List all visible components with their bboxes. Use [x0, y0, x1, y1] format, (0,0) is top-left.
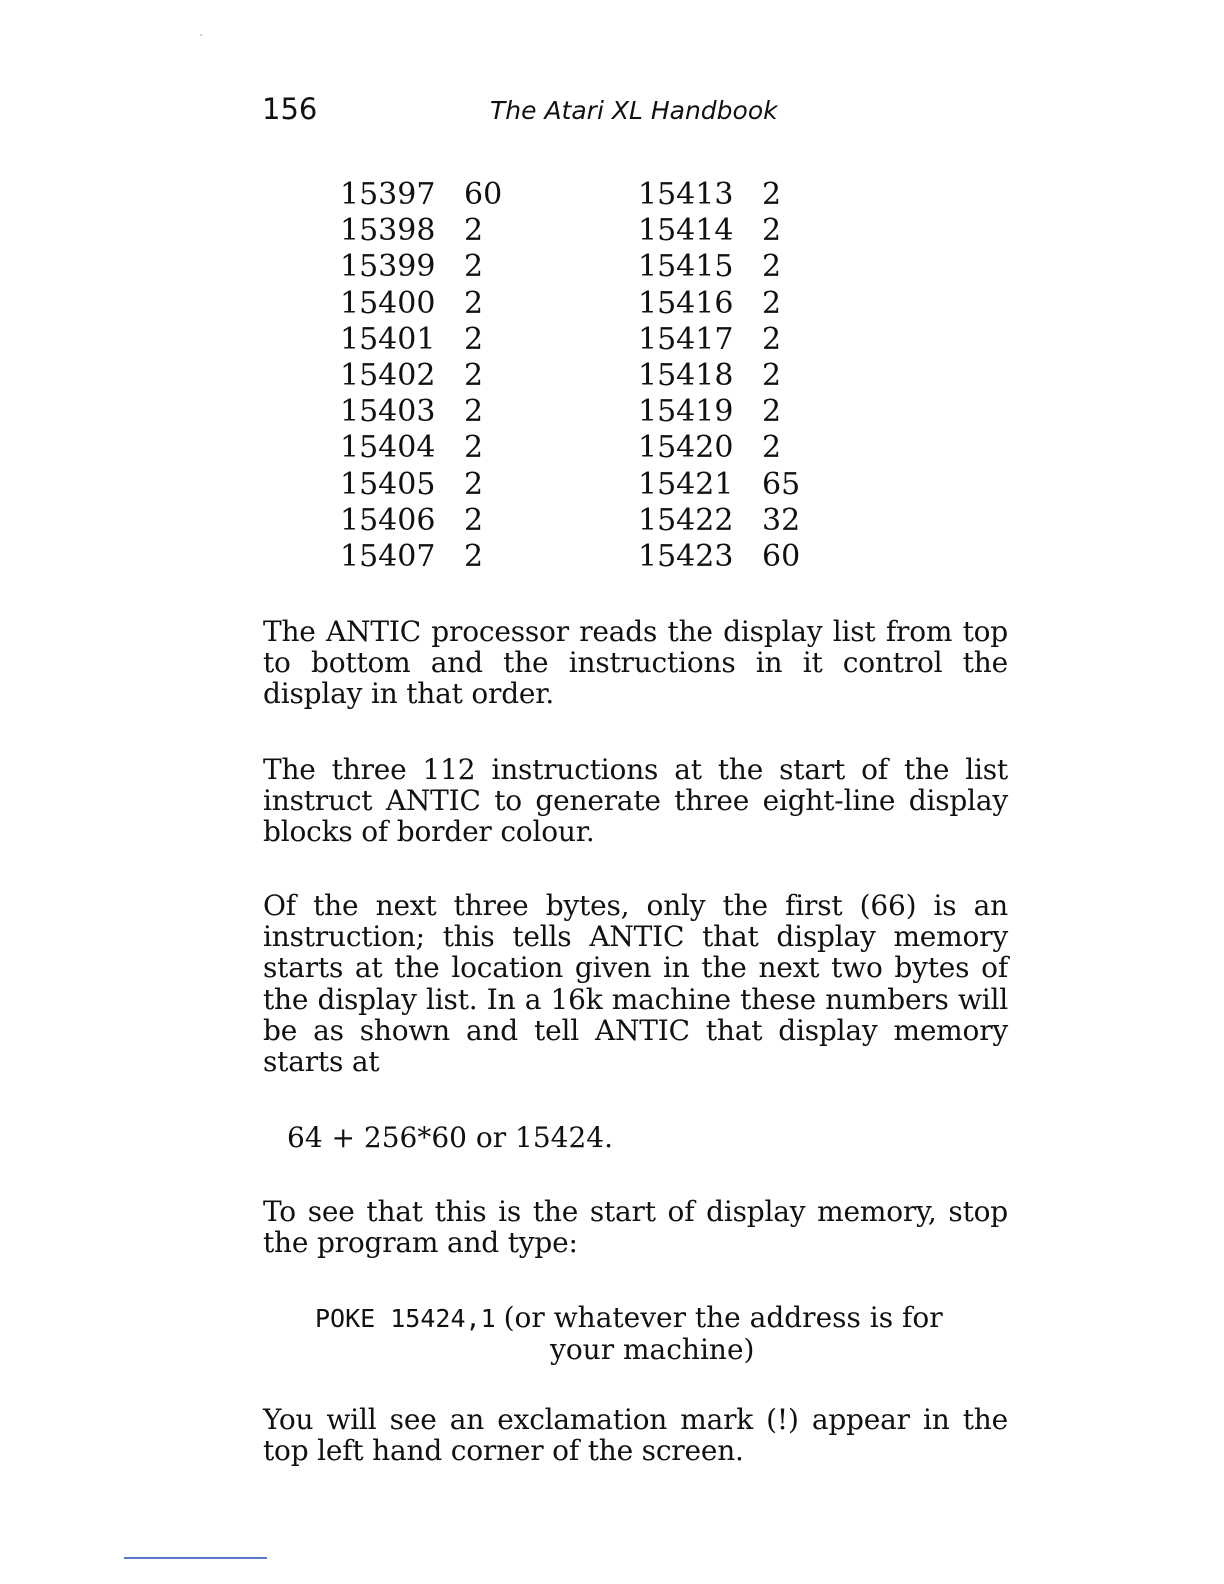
poke-note-line2: your machine) — [550, 1333, 755, 1366]
address-cell: 15407 — [340, 538, 436, 574]
value-cell: 2 — [464, 285, 484, 321]
address-cell: 15422 — [638, 502, 734, 538]
table-row — [340, 358, 524, 394]
paragraph-three-112: The three 112 instructions at the start of the list instruct ANTIC to generate three eight-line display blocks of border colour. — [263, 753, 1008, 849]
address-cell: 15414 — [638, 213, 734, 249]
table-row — [638, 467, 822, 503]
poke-instruction — [315, 1302, 943, 1334]
address-cell: 15420 — [638, 430, 734, 466]
value-cell: 2 — [464, 394, 484, 430]
value-cell: 60 — [464, 177, 503, 212]
table-row — [340, 177, 524, 213]
address-cell: 15403 — [340, 394, 436, 430]
table-row — [638, 539, 822, 575]
address-cell: 15415 — [638, 249, 734, 285]
table-row — [340, 322, 524, 358]
address-cell: 15413 — [638, 177, 734, 212]
table-row — [340, 503, 524, 539]
value-cell: 2 — [762, 285, 782, 321]
address-table-left — [340, 177, 524, 575]
value-cell: 2 — [464, 538, 484, 574]
paragraph-stop-program: To see that this is the start of display memory, stop the program and type: — [263, 1195, 1008, 1260]
table-row — [638, 177, 822, 213]
address-cell: 15401 — [340, 321, 436, 357]
value-cell: 2 — [464, 213, 484, 249]
address-cell: 15404 — [340, 430, 436, 466]
address-cell: 15418 — [638, 357, 734, 393]
table-row — [638, 213, 822, 249]
value-cell: 2 — [762, 249, 782, 285]
table-row — [340, 539, 524, 575]
table-row — [638, 322, 822, 358]
value-cell: 2 — [762, 321, 782, 357]
table-row — [340, 249, 524, 285]
paragraph-exclamation: You will see an exclamation mark (!) appear in the top left hand corner of the screen. — [263, 1403, 1008, 1468]
value-cell: 32 — [762, 502, 801, 538]
value-cell: 2 — [464, 502, 484, 538]
value-cell: 2 — [464, 357, 484, 393]
table-row — [340, 467, 524, 503]
address-cell: 15399 — [340, 249, 436, 285]
address-table-right — [638, 177, 822, 575]
value-cell: 2 — [464, 466, 484, 502]
page-number: 156 — [262, 92, 318, 126]
address-cell: 15405 — [340, 466, 436, 502]
table-row — [638, 394, 822, 430]
table-row — [340, 213, 524, 249]
address-cell: 15406 — [340, 502, 436, 538]
table-row — [340, 394, 524, 430]
value-cell: 2 — [464, 249, 484, 285]
table-row — [638, 430, 822, 466]
address-cell: 15397 — [340, 177, 436, 212]
table-row — [340, 286, 524, 322]
address-cell: 15416 — [638, 285, 734, 321]
table-row — [340, 430, 524, 466]
paragraph-next-three-bytes: Of the next three bytes, only the first (66) is an instruction; this tells ANTIC that display memory starts at the location given in the next two bytes of the display list. In a 16k machine these numbers will be as shown and tell ANTIC that display memory starts at — [263, 889, 1008, 1079]
address-cell: 15423 — [638, 538, 734, 574]
value-cell: 2 — [762, 213, 782, 249]
paragraph-antic-reads: The ANTIC processor reads the display list from top to bottom and the instructions in it control the display in that order. — [263, 615, 1008, 711]
address-cell: 15398 — [340, 213, 436, 249]
table-row — [638, 249, 822, 285]
address-cell: 15419 — [638, 394, 734, 430]
value-cell: 2 — [762, 430, 782, 466]
value-cell: 2 — [762, 357, 782, 393]
poke-command: POKE 15424,1 — [315, 1304, 496, 1333]
address-formula: 64 + 256*60 or 15424. — [287, 1121, 613, 1154]
table-row — [638, 286, 822, 322]
table-row — [638, 358, 822, 394]
address-cell: 15421 — [638, 466, 734, 502]
value-cell: 2 — [464, 321, 484, 357]
footer-rule — [124, 1557, 267, 1559]
value-cell: 2 — [762, 394, 782, 430]
address-cell: 15402 — [340, 357, 436, 393]
address-cell: 15400 — [340, 285, 436, 321]
scan-speck — [200, 34, 202, 36]
table-row — [638, 503, 822, 539]
address-cell: 15417 — [638, 321, 734, 357]
value-cell: 60 — [762, 538, 801, 574]
value-cell: 2 — [464, 430, 484, 466]
running-title: The Atari XL Handbook — [490, 96, 778, 125]
value-cell: 65 — [762, 466, 801, 502]
poke-note-line1: (or whatever the address is for — [503, 1301, 943, 1334]
value-cell: 2 — [762, 177, 782, 212]
